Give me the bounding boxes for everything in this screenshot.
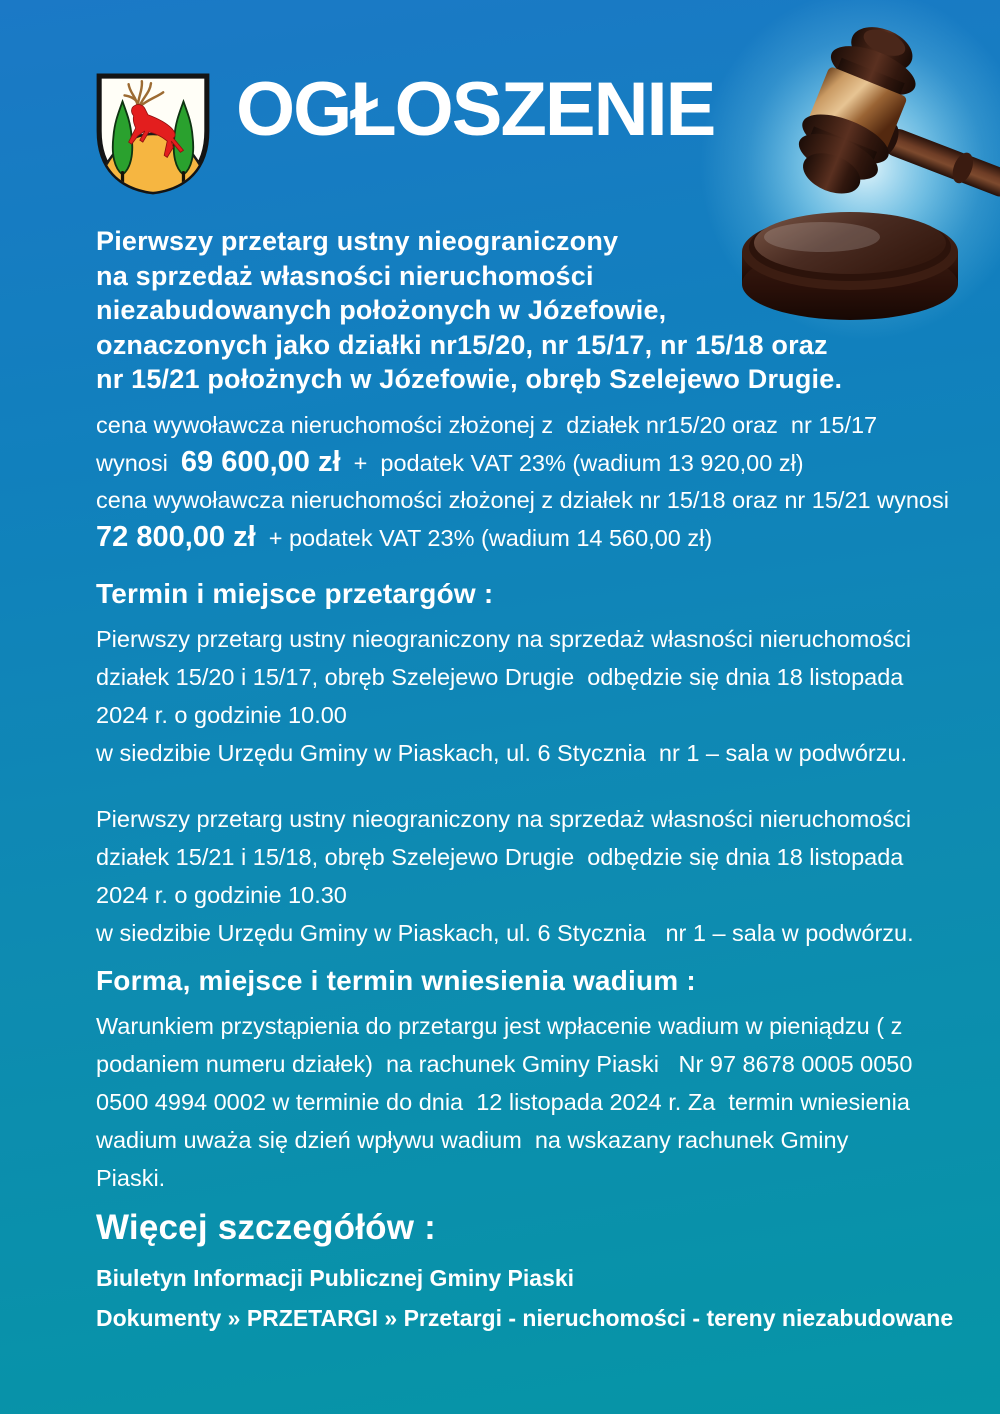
coat-of-arms-icon	[92, 70, 214, 198]
paragraph-line: Warunkiem przystąpienia do przetargu jest wpłacenie wadium w pieniądzu ( z	[96, 1012, 903, 1039]
price-line: cena wywoławcza nieruchomości złożonej z działek nr 15/18 oraz nr 15/21 wynosi	[96, 486, 949, 513]
intro-line: niezabudowanych położonych w Józefowie,	[96, 295, 667, 325]
price-suffix: + podatek VAT 23% (wadium 13 920,00 zł)	[340, 449, 804, 476]
more-details-heading: Więcej szczegółów :	[96, 1207, 436, 1247]
bip-reference: Biuletyn Informacji Publicznej Gminy Piaski	[96, 1264, 575, 1291]
paragraph-line: w siedzibie Urzędu Gminy w Piaskach, ul. 6 Stycznia nr 1 – sala w podwórzu.	[96, 919, 914, 946]
paragraph-line: podaniem numeru działek) na rachunek Gminy Piaski Nr 97 8678 0005 0050	[96, 1050, 913, 1077]
auction-2-paragraph	[96, 800, 956, 952]
paragraph-line: Piaski.	[96, 1164, 166, 1191]
paragraph-line: 0500 4994 0002 w terminie do dnia 12 listopada 2024 r. Za termin wniesienia	[96, 1088, 910, 1115]
paragraph-line: 2024 r. o godzinie 10.00	[96, 701, 347, 728]
announcement-content	[96, 224, 956, 1338]
intro-line: Pierwszy przetarg ustny nieograniczony	[96, 226, 619, 256]
paragraph-line: wadium uważa się dzień wpływu wadium na wskazany rachunek Gminy	[96, 1126, 849, 1153]
price-line	[96, 519, 956, 557]
intro-line: na sprzedaż własności nieruchomości	[96, 260, 594, 291]
intro-paragraph	[96, 224, 956, 397]
documents-path: Dokumenty » PRZETARGI » Przetargi - nieruchomości - tereny niezabudowane	[96, 1304, 954, 1331]
paragraph-line: Pierwszy przetarg ustny nieograniczony na sprzedaż własności nieruchomości	[96, 805, 912, 832]
paragraph-line: Pierwszy przetarg ustny nieograniczony na sprzedaż własności nieruchomości	[96, 625, 912, 652]
intro-line: oznaczonych jako działki nr15/20, nr 15/17, nr 15/18 oraz	[96, 329, 828, 360]
wadium-paragraph	[96, 1007, 956, 1197]
paragraph-line: 2024 r. o godzinie 10.30	[96, 881, 347, 908]
intro-line: nr 15/21 położnych w Józefowie, obręb Szelejewo Drugie.	[96, 364, 843, 394]
pricing-block	[96, 407, 956, 557]
price-line	[96, 444, 956, 482]
paragraph-line: działek 15/21 i 15/18, obręb Szelejewo Drugie odbędzie się dnia 18 listopada	[96, 843, 904, 870]
starting-price-2: 72 800,00 zł	[96, 520, 256, 553]
paragraph-line: w siedzibie Urzędu Gminy w Piaskach, ul. 6 Stycznia nr 1 – sala w podwórzu.	[96, 739, 908, 766]
price-prefix: wynosi	[96, 449, 181, 476]
wadium-heading: Forma, miejsce i termin wniesienia wadium :	[96, 964, 696, 996]
page-title: OGŁOSZENIE	[236, 67, 715, 152]
termin-heading: Termin i miejsce przetargów :	[96, 577, 494, 609]
price-suffix: + podatek VAT 23% (wadium 14 560,00 zł)	[255, 524, 713, 551]
price-line: cena wywoławcza nieruchomości złożonej z działek nr15/20 oraz nr 15/17	[96, 411, 878, 438]
starting-price-1: 69 600,00 zł	[180, 445, 341, 478]
paragraph-line: działek 15/20 i 15/17, obręb Szelejewo Drugie odbędzie się dnia 18 listopada	[96, 663, 904, 690]
auction-1-paragraph	[96, 620, 956, 772]
